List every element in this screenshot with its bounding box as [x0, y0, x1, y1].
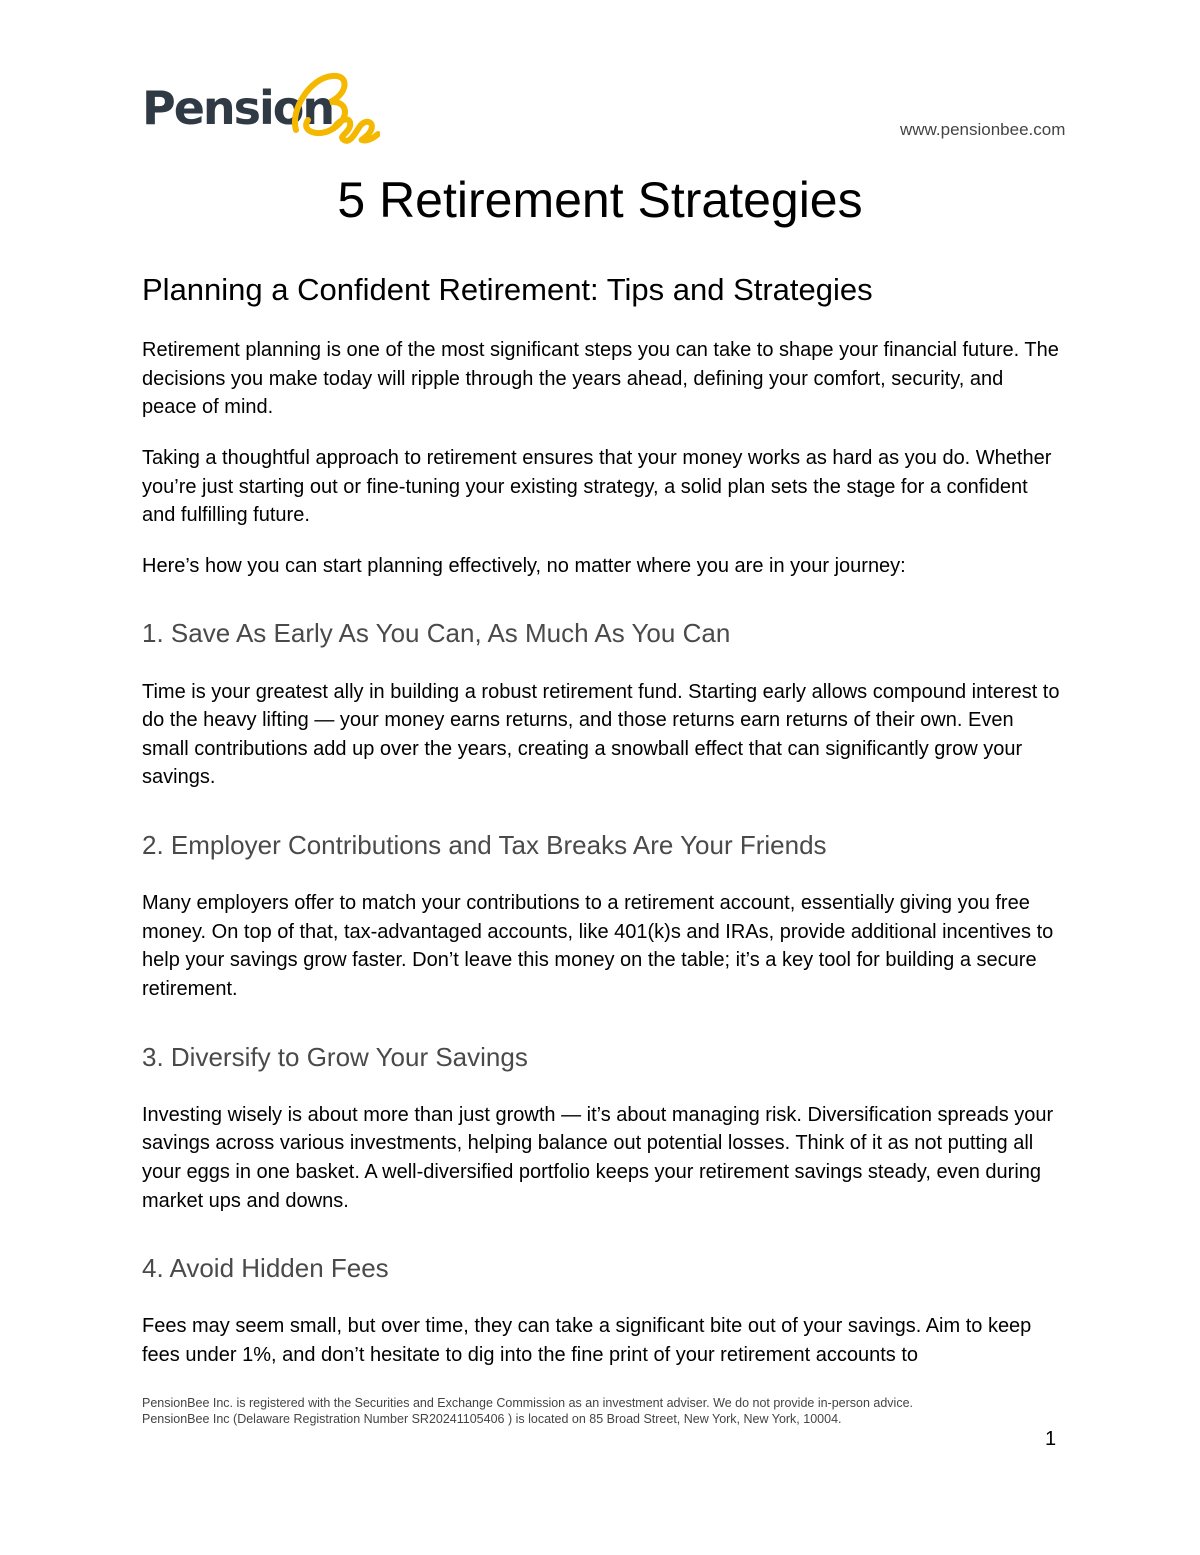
section-paragraph: Investing wisely is about more than just growth — it’s about managing risk. Diversification spreads your savings across various investments, helping balance out potential losses. Think of it as not putting all your eggs in one basket. A well-diversified portfolio keeps your retirement savings steady, even during market ups and downs. [142, 1103, 1054, 1212]
website-url: www.pensionbee.com [900, 120, 1066, 139]
document-subtitle: Planning a Confident Retirement: Tips and Strategies [142, 272, 873, 307]
page-title: 5 Retirement Strategies [337, 172, 863, 228]
intro-paragraph: Taking a thoughtful approach to retirement ensures that your money works as hard as you do. Whether you’re just starting out or fine-tuning your existing strategy, a solid plan sets the stage for a confident and fulfilling future. [142, 447, 1052, 527]
document-body [142, 270, 1062, 1392]
page-number: 1 [1045, 1428, 1057, 1450]
intro-paragraph: Here’s how you can start planning effectively, no matter where you are in your journey: [142, 554, 906, 577]
section-heading: 1. Save As Early As You Can, As Much As You Can [142, 618, 731, 649]
intro-paragraph: Retirement planning is one of the most significant steps you can take to shape your financial future. The decisions you make today will ripple through the years ahead, defining your comfort, security, and peace of mind. [142, 339, 1059, 419]
legal-footer [142, 1395, 1062, 1427]
section-heading: 2. Employer Contributions and Tax Breaks Are Your Friends [142, 830, 827, 861]
section-heading: 4. Avoid Hidden Fees [142, 1253, 389, 1284]
section-paragraph: Many employers offer to match your contributions to a retirement account, essentially giving you free money. On top of that, tax-advantaged accounts, like 401(k)s and IRAs, provide additional incentives to help your savings grow faster. Don’t leave this money on the table; it’s a key tool for building a secure retirement. [142, 892, 1054, 1000]
footer-line: PensionBee Inc. is registered with the Securities and Exchange Commission as an investment adviser. We do not provide in-person advice. [142, 1396, 914, 1410]
footer-line: PensionBee Inc (Delaware Registration Number SR20241105406 ) is located on 85 Broad Street, New York, New York, 10004. [142, 1412, 842, 1426]
section-heading: 3. Diversify to Grow Your Savings [142, 1041, 528, 1072]
section-paragraph: Fees may seem small, but over time, they can take a significant bite out of your savings. Aim to keep fees under 1%, and don’t hesitate to dig into the fine print of your retirement accounts to [142, 1315, 1032, 1366]
section-paragraph: Time is your greatest ally in building a robust retirement fund. Starting early allows compound interest to do the heavy lifting — your money earns returns, and those returns earn returns of their own. Even small contributions add up over the years, creating a snowball effect that can significantly grow your savings. [142, 680, 1060, 789]
pensionbee-logo [142, 70, 382, 150]
bee-script-logo-icon [290, 70, 380, 148]
logo-wordmark: Pension [142, 81, 334, 135]
